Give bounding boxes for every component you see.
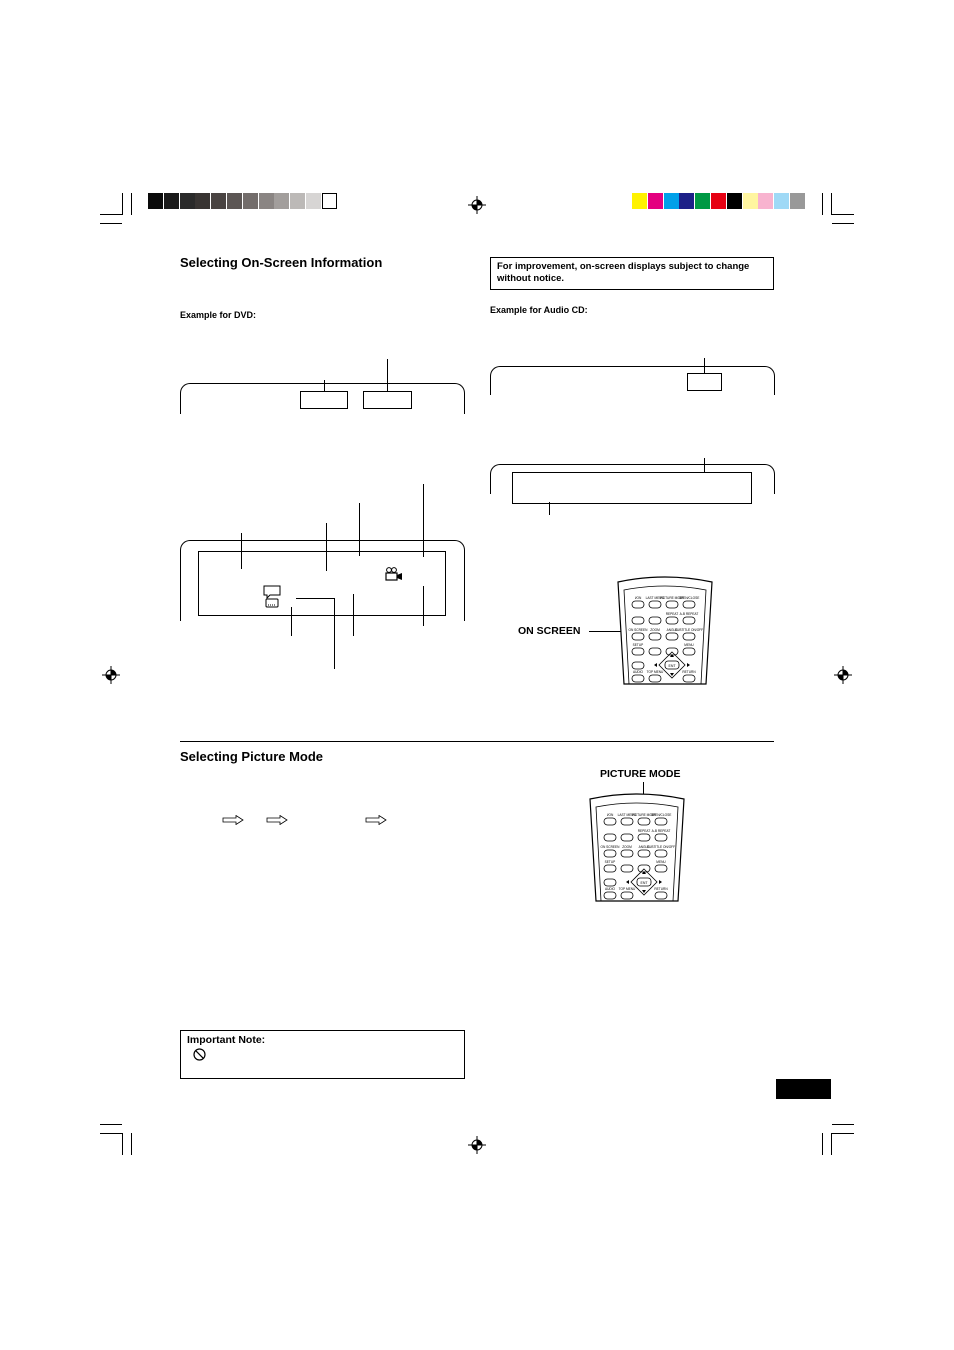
color-swatch (180, 193, 195, 209)
callout-line (353, 594, 354, 636)
remote-key-label: ON SCREEN (628, 628, 648, 632)
cd-screen-top (490, 366, 775, 395)
remote-key-label: ANGLE (666, 628, 678, 632)
remote-key (649, 617, 661, 624)
remote-key-label: I/ON (606, 813, 614, 817)
remote-key (666, 601, 678, 608)
page-tab (776, 1079, 831, 1099)
color-swatch (664, 193, 679, 209)
remote-key (604, 818, 616, 825)
important-note-title: Important Note: (187, 1034, 266, 1046)
callout-line (704, 358, 705, 373)
remote-key (655, 892, 667, 899)
callout-line (704, 458, 705, 472)
remote-key (632, 648, 644, 655)
callout-line (387, 359, 388, 391)
remote-key-label: PICTURE MODE (659, 596, 685, 600)
remote-key-label: REPEAT (665, 612, 679, 616)
arrow-right-icon (222, 815, 244, 825)
color-swatch (679, 193, 694, 209)
remote-enter-label: ENT (668, 664, 676, 668)
color-swatch (211, 193, 226, 209)
remote-control-picture (582, 793, 692, 903)
remote-key (638, 834, 650, 841)
color-swatch (164, 193, 179, 209)
remote-key-label: ON SCREEN (600, 845, 620, 849)
angle-camera-icon (385, 567, 403, 581)
notice-text: For improvement, on-screen displays subject to change without notice. (497, 261, 750, 284)
remote-key-label: TOP MENU (618, 887, 636, 891)
remote-key (604, 892, 616, 899)
registration-target-icon (468, 1136, 486, 1154)
color-swatch (774, 193, 789, 209)
dvd-info-box-2 (363, 391, 412, 409)
remote-key-label: MENU (656, 860, 666, 864)
remote-key (655, 850, 667, 857)
color-swatch (306, 193, 321, 209)
section-title-picture: Selecting Picture Mode (180, 749, 324, 764)
arrow-right-icon (266, 815, 288, 825)
remote-key-label: RETURN (682, 670, 696, 674)
dvd-info-panel (198, 551, 446, 616)
registration-target-icon (102, 666, 120, 684)
remote-key (666, 633, 678, 640)
color-swatch (243, 193, 258, 209)
color-swatch (711, 193, 726, 209)
color-swatch (274, 193, 289, 209)
remote-key (632, 675, 644, 682)
color-swatch (758, 193, 773, 209)
notice-box (490, 257, 774, 290)
remote-key (604, 850, 616, 857)
remote-key-label: REPEAT (637, 829, 651, 833)
remote-key (683, 601, 695, 608)
remote-key-label: SUBTITLE ON/OFF (646, 845, 676, 849)
remote-key (655, 818, 667, 825)
color-swatch (259, 193, 274, 209)
remote-key-label: SETUP (604, 860, 616, 864)
remote-key (655, 865, 667, 872)
callout-line (423, 586, 424, 626)
remote-key (683, 648, 695, 655)
remote-key-label: TOP MENU (646, 670, 664, 674)
section-divider (180, 741, 774, 742)
color-swatch (648, 193, 663, 209)
remote-key (632, 617, 644, 624)
cd-example-label: Example for Audio CD: (490, 305, 588, 315)
remote-control-onscreen (610, 576, 720, 686)
color-swatch (743, 193, 758, 209)
remote-key (621, 850, 633, 857)
remote-key-label: PICTURE MODE (631, 813, 657, 817)
remote-key-label: AUDIO (632, 670, 644, 674)
remote-key-label: OPEN/CLOSE (678, 596, 700, 600)
remote-key (638, 818, 650, 825)
color-swatch (148, 193, 163, 209)
callout-line (291, 607, 292, 636)
remote-key (632, 601, 644, 608)
color-swatch (227, 193, 242, 209)
dvd-info-box-1 (300, 391, 348, 409)
remote-key (666, 617, 678, 624)
callout-line (296, 598, 334, 599)
color-swatch (632, 193, 647, 209)
remote-key-label: SETUP (632, 643, 644, 647)
remote-key-label: ZOOM (622, 845, 632, 849)
remote-key (649, 601, 661, 608)
color-swatch (695, 193, 710, 209)
remote-key-label: AUDIO (604, 887, 616, 891)
remote-key (638, 850, 650, 857)
callout-line (359, 503, 360, 556)
picture-mode-button-label: PICTURE MODE (600, 768, 681, 780)
callout-line (324, 380, 325, 391)
remote-key-label: MENU (684, 643, 694, 647)
color-swatch (790, 193, 805, 209)
remote-key (621, 892, 633, 899)
remote-key (604, 865, 616, 872)
cd-info-box (687, 373, 722, 391)
callout-line (334, 598, 335, 669)
remote-key (649, 648, 661, 655)
remote-key-label: ZOOM (650, 628, 660, 632)
remote-key-label: RETURN (654, 887, 668, 891)
remote-key (632, 633, 644, 640)
remote-key-label: ANGLE (638, 845, 650, 849)
remote-key-label: I/ON (634, 596, 642, 600)
remote-key (683, 633, 695, 640)
important-note-box (180, 1030, 465, 1079)
color-swatch (195, 193, 210, 209)
remote-key (649, 633, 661, 640)
remote-key (621, 818, 633, 825)
remote-key-label: LAST MEMO (617, 813, 637, 817)
remote-key (683, 617, 695, 624)
remote-enter-label: ENT (640, 881, 648, 885)
remote-key-label: OPEN/CLOSE (650, 813, 672, 817)
remote-key (621, 834, 633, 841)
callout-line (326, 523, 327, 571)
section-title-onscreen: Selecting On-Screen Information (180, 255, 383, 270)
subtitle-icon (263, 585, 281, 609)
remote-key (621, 865, 633, 872)
callout-line (549, 502, 550, 515)
remote-key-label: LAST MEMO (645, 596, 665, 600)
color-swatch (727, 193, 742, 209)
remote-key (604, 834, 616, 841)
remote-key-label: A-B REPEAT (679, 612, 699, 616)
callout-line (423, 484, 424, 557)
on-screen-button-label: ON SCREEN (518, 625, 581, 637)
cd-info-panel (512, 472, 752, 504)
remote-key-label: SUBTITLE ON/OFF (674, 628, 704, 632)
prohibited-icon (193, 1048, 206, 1061)
remote-key (655, 834, 667, 841)
remote-key (683, 675, 695, 682)
remote-key (632, 662, 644, 669)
registration-target-icon (468, 196, 486, 214)
color-swatch (322, 193, 337, 209)
registration-target-icon (834, 666, 852, 684)
callout-line (241, 533, 242, 569)
remote-key (649, 675, 661, 682)
arrow-right-icon (365, 815, 387, 825)
remote-key (604, 879, 616, 886)
dvd-example-label: Example for DVD: (180, 310, 257, 320)
remote-key-label: A-B REPEAT (651, 829, 671, 833)
color-swatch (290, 193, 305, 209)
